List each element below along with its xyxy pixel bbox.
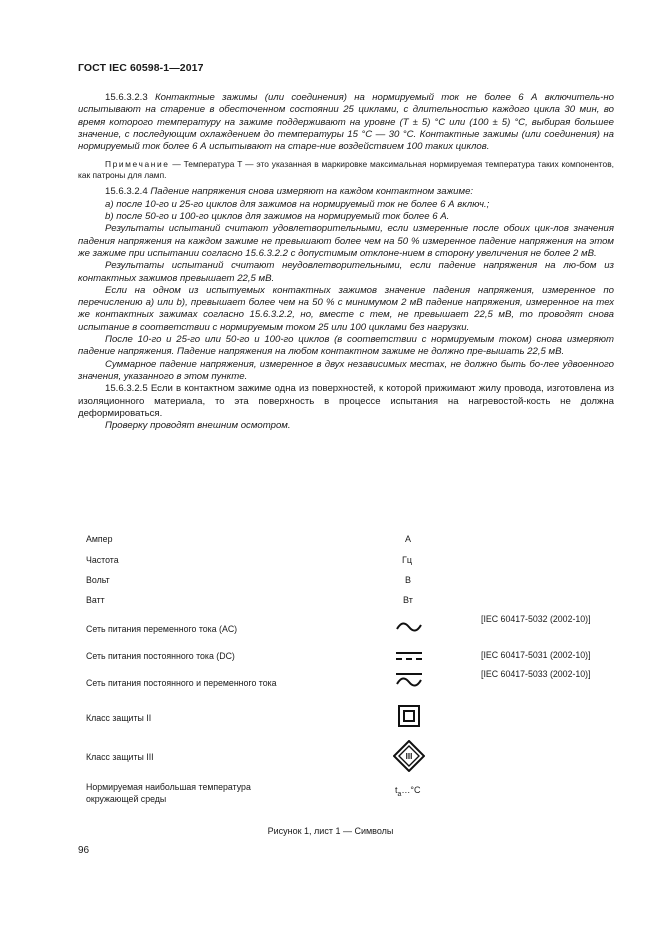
paragraph-after-cycles: После 10-го и 25-го или 50-го и 100-го циклов (в соответствии с нормируемым током) снова измеряют падение напряжения. Падение напряжения на любом контактном зажиме не должно пре-вышать 22,5 мВ. — [78, 334, 614, 358]
symbol-label-class-ii: Класс защиты II — [86, 713, 152, 723]
paragraph-total-drop: Суммарное падение напряжения, измеренное в двух независимых местах, не должно быть бо-лее удвоенного значения, указанного в этом пункте. — [78, 358, 614, 382]
temp-unit: …°C — [401, 785, 421, 795]
symbol-label-ac-dc: Сеть питания постоянного и переменного тока — [86, 678, 277, 688]
symbol-label-ampere: Ампер — [86, 534, 113, 544]
paragraph-inspection: Проверку проводят внешним осмотром. — [105, 420, 291, 432]
iec-ref-ac-dc: [IEC 60417-5033 (2002-10)] — [481, 669, 591, 679]
paragraph-text: Падение напряжения снова измеряют на каждом контактном зажиме: — [150, 186, 474, 198]
double-square-icon — [398, 705, 420, 727]
ac-dc-icon — [395, 671, 423, 689]
paragraph-15-6-3-2-3 — [78, 92, 614, 153]
note-text: — Температура T — это указанная в маркировке максимальная нормируемая температура таких компонентов, как патроны для ламп. — [78, 159, 614, 181]
symbol-label-class-iii: Класс защиты III — [86, 752, 154, 762]
symbol-ampere: А — [405, 534, 412, 544]
symbol-label-ambient-temp: Нормируемая наибольшая температура окружающей среды — [86, 782, 251, 804]
symbol-label-watt: Ватт — [86, 595, 105, 605]
temp-t: t — [395, 785, 398, 795]
iec-ref-dc: [IEC 60417-5031 (2002-10)] — [481, 650, 591, 660]
ac-wave-icon — [395, 620, 423, 634]
clause-text — [78, 92, 614, 432]
iec-ref-ac: [IEC 60417-5032 (2002-10)] — [481, 614, 591, 624]
list-item-a: a) после 10-го и 25-го циклов для зажимов на нормируемый ток не более 6 А включ.; — [105, 198, 490, 210]
paragraph-retest: Если на одном из испытуемых контактных зажимов значение падения напряжения, измеренное по перечислению a) или b), превышает более чем на 50 % с минимумом 2 мВ падение напряжения, измеренное на тех же контактных зажимах согласно 15.6.3.2.2, но, вместе с тем, не превышает 22,5 мВ, то проводят снова испытание в соответствии с нормируемым током 25 или 100 циклами без нагрузки. — [78, 284, 614, 333]
symbol-watt: Вт — [403, 595, 413, 605]
figure-caption: Рисунок 1, лист 1 — Символы — [267, 826, 394, 836]
paragraph-results-ok: Результаты испытаний считают удовлетворительными, если измеренные после обоих цик-лов значения падения напряжения на каждом зажиме не превышают более чем на 50 % измеренное падение напряжения на этом же зажиме при испытании согласно 15.6.3.2.2 с допустимым отклоне-нием в сторону увеличения не более 2 мВ. — [78, 223, 614, 259]
clause-number: 15.6.3.2.4 — [105, 186, 148, 198]
symbol-hertz: Гц — [402, 555, 413, 565]
list-item-b: b) после 50-го и 100-го циклов для зажимов на нормируемый ток более 6 А. — [105, 211, 450, 223]
clause-number: 15.6.3.2.3 — [105, 92, 148, 103]
symbol-label-ac: Сеть питания переменного тока (AC) — [86, 624, 238, 634]
note-label: Примечание — [105, 159, 170, 170]
paragraph-text: Контактные зажимы (или соединения) на нормируемый ток не более 6 А включитель-но испытывают на старение в обесточенном состоянии 25 циклами, с длительностью каждого цикла 30 мин, во время которого температуру на зажиме поддерживают на уровне (T ± 5) °C или (100 ± 5) °C, выбирая большее значение, с последующим охлаждением до температуры 15 °C — 30 °C. Контактные зажимы (или соединения) на нормируемый ток более 6 А испытывают на старе-ние воздействием 100 таких циклов. — [78, 92, 614, 153]
ambient-temp-symbol — [395, 785, 421, 798]
paragraph-15-6-3-2-5: 15.6.3.2.5 Если в контактном зажиме одна из поверхностей, к которой прижимают жилу провода, изготовлена из изоляционного материала, то эта поверхность в процессе испытания на нагревостой-кость не должна деформироваться. — [78, 383, 614, 419]
note — [78, 159, 614, 181]
page-number: 96 — [78, 845, 90, 856]
symbol-label-frequency: Частота — [86, 555, 119, 565]
temp-subscript: a — [397, 790, 402, 798]
paragraph-15-6-3-2-4 — [78, 186, 614, 198]
symbol-volt: В — [405, 575, 412, 585]
class-iii-mark: III — [405, 752, 413, 761]
diamond-iii-icon — [393, 740, 425, 772]
paragraph-results-fail: Результаты испытаний считают неудовлетворительными, если падение напряжения на лю-бом из контактных зажимов превышает 22,5 мВ. — [78, 260, 614, 284]
dc-lines-icon — [395, 650, 423, 662]
symbol-label-dc: Сеть питания постоянного тока (DC) — [86, 651, 235, 661]
document-header: ГОСТ IEC 60598-1—2017 — [78, 62, 204, 74]
symbol-label-volt: Вольт — [86, 575, 110, 585]
